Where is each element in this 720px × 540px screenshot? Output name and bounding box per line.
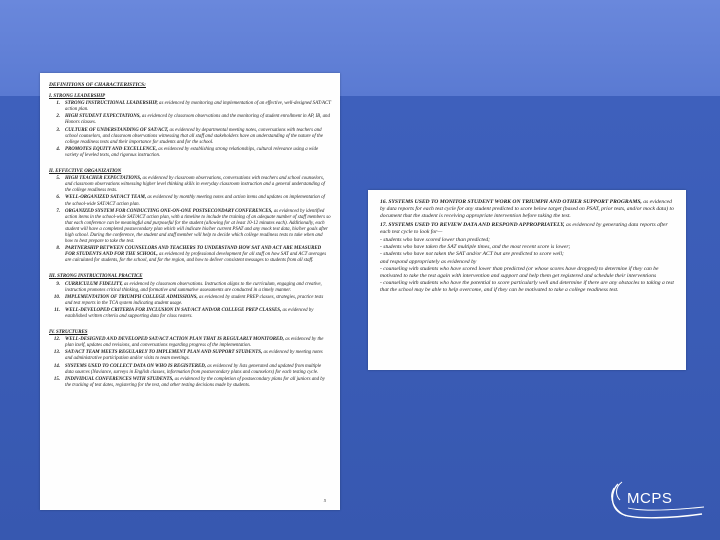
- section-gap: [49, 265, 331, 271]
- item-text: [65, 308, 331, 320]
- item-body: as evidenced by the completion of postsecondary plans for all juniors and by the tracking of test dates, registering for the test, and other testing decisions made by students.: [65, 376, 325, 388]
- section-title: IV. STRUCTURES: [49, 330, 88, 336]
- item-body: as evidenced by data reports for each test cycle for any student predicted to score below target (based on PSAT, prior tests, and/or mock data) to document that the student is receiving appropriate intervention before taking the test.: [380, 199, 674, 220]
- item-heading: PROMOTES EQUITY AND EXCELLENCE,: [65, 146, 158, 152]
- item-number: 9.: [56, 281, 60, 287]
- characteristic-item: [49, 246, 331, 264]
- item-number: 8.: [56, 246, 60, 252]
- response-line: and respond appropriately as evidenced by: [380, 258, 477, 265]
- item-number: 17.: [380, 221, 387, 228]
- item-number: 13.: [53, 350, 60, 356]
- item-body: as evidenced by lists generated and updated from multiple data sources (Naviance, surveys in English classes, information from postsecondary plans and counselors) for each testing cycle.: [65, 363, 322, 375]
- response-line: - counseling with students who have scored lower than predicted (or whose scores have dropped) to determine if they can be motivated to take the test again with intervention and support and help them get registered and schedule their interventions: [380, 265, 659, 280]
- item-number: 7.: [56, 208, 60, 214]
- section-title: III. STRONG INSTRUCTIONAL PRACTICE: [49, 274, 143, 280]
- item-body: as evidenced by student PREP classes, strategies, practice tests and test reports in the TCA system indicating student usage.: [65, 294, 324, 306]
- item-body: as evidenced by departmental meeting notes, conversations with teachers and school counselors, and classroom observations witnessing that all staff and stakeholders have an understanding of the nature of the college readiness tests and their importance for students and for the school.: [65, 127, 323, 145]
- item-heading: PARTNERSHIP BETWEEN COUNSELORS AND TEACHERS TO UNDERSTAND HOW SAT AND ACT ARE MEASURED FOR STUDENTS AND FOR THE SCHOOL,: [65, 246, 322, 258]
- item-body: as evidenced by monitoring and implementation of an effective, well-designed SAT/ACT action plan.: [65, 101, 331, 113]
- item-heading: WELL-DESIGNED AND DEVELOPED SAT/ACT ACTION PLAN THAT IS REGULARLY MONITORED,: [65, 337, 285, 343]
- item-number: 15.: [53, 376, 60, 382]
- characteristic-item: [49, 350, 331, 362]
- item-text: [65, 114, 331, 126]
- characteristic-item: [49, 282, 331, 294]
- item-heading: SYSTEMS USED TO REVIEW DATA AND RESPOND APPROPRIATELY,: [388, 221, 565, 228]
- characteristic-item: [49, 147, 331, 159]
- characteristic-item: [49, 128, 331, 146]
- item-text: [65, 364, 331, 376]
- item-body: as evidenced by classroom observations and the monitoring of student enrollment in AP, IB, and Honors classes.: [65, 114, 330, 126]
- item-text: [65, 147, 331, 159]
- characteristic-item: [49, 377, 331, 389]
- item-number: 2.: [56, 114, 60, 120]
- item-heading: STRONG INSTRUCTIONAL LEADERSHIP,: [65, 101, 158, 107]
- section-gap: [49, 160, 331, 166]
- characteristic-item: [49, 195, 331, 207]
- item-number: 1.: [56, 101, 60, 107]
- item-heading: HIGH STUDENT EXPECTATIONS,: [65, 114, 141, 120]
- section-title: I. STRONG LEADERSHIP: [49, 94, 106, 100]
- mcps-logo-text: MCPS: [627, 490, 673, 507]
- characteristic-item: [49, 308, 331, 320]
- item-heading: CURRICULUM FIDELITY,: [65, 281, 123, 287]
- characteristic-item: [49, 295, 331, 307]
- section-title: II. EFFECTIVE ORGANIZATION: [49, 169, 122, 175]
- item-body: as evidenced by monthly meeting notes and action items and updates on implementation of the school-wide SAT/ACT action plan.: [65, 195, 325, 207]
- response-line: - counseling with students who have the potential to score particularly well and determine if there are any obstacles to taking a test that the school may be able to help overcome, and if they can be motivated to take a college readiness test.: [380, 280, 674, 294]
- response-line: - students who have taken the SAT multiple times, and the most recent score is lower;: [380, 244, 571, 251]
- item-heading: SYSTEMS USED TO COLLECT DATA ON WHO IS REGISTERED,: [65, 363, 207, 369]
- item-body: as evidenced by classroom observations. Instruction aligns to the curriculum, engaging and creative, instruction promotes critical thinking, and formative and summative assessments are conducted in a timely manner.: [65, 281, 322, 293]
- item-text: [65, 295, 331, 307]
- item-text: [65, 209, 331, 246]
- item-body: as evidenced by meeting notes and administrative participation and/or visits to team meetings.: [65, 350, 323, 362]
- item-heading: WELL-DEVELOPED CRITERIA FOR INCLUSION IN SAT/ACT AND/OR COLLEGE PREP CLASSES,: [65, 307, 282, 313]
- item-heading: ORGANIZED SYSTEM FOR CONDUCTING ONE-ON-ONE POSTSECONDARY CONFERENCES,: [65, 208, 273, 214]
- item-heading: CULTURE OF UNDERSTANDING OF SAT/ACT,: [65, 127, 169, 133]
- right-lines-container: [380, 237, 674, 295]
- item-number: 16.: [380, 199, 387, 205]
- item-text: [65, 128, 331, 146]
- page-number: 5: [323, 497, 326, 503]
- item-number: 4.: [56, 146, 60, 152]
- item-text: [65, 282, 331, 294]
- characteristic-item: [380, 222, 674, 236]
- item-heading: SAT/ACT TEAM MEETS REGULARLY TO IMPLEMENT PLAN AND SUPPORT STUDENTS,: [65, 350, 263, 356]
- item-body: as evidenced by classroom observations, conversations with teachers and school counselors, and classroom observations witnessing higher level thinking skills in everyday classroom instruction and a general understanding of the college readiness tests.: [65, 176, 325, 194]
- sections-container: [49, 94, 331, 389]
- item-number: 14.: [53, 363, 60, 369]
- doc-title: DEFINITIONS OF CHARACTERISTICS:: [49, 82, 146, 88]
- right-document-page: [368, 190, 686, 370]
- item-number: 10.: [53, 294, 60, 300]
- characteristic-item: [49, 337, 331, 349]
- item-body: as evidenced by generating data reports after each test cycle to look for—: [380, 221, 668, 235]
- response-line: - students who have not taken the SAT and/or ACT but are predicted to score well;: [380, 251, 564, 258]
- item-number: 6.: [56, 195, 60, 201]
- item-body: as evidenced by identified action items in the school-wide SAT/ACT action plan, with a timeline to include the training of an adequate number of staff members so that each conference can be meaningful and purposeful for the student (allowing for at least 10-12 minutes each). Additionally, each student will have a completed postsecondary plan which will indicate his/her current PSAT and any mock test data, his/her goals after high school. During the conference, the student and staff member will help to decide which college readiness tests to take when and how to best prepare to take the test.: [65, 208, 331, 245]
- characteristic-item: [49, 209, 331, 246]
- item-number: 11.: [54, 307, 60, 313]
- item-number: 3.: [56, 127, 60, 133]
- item-text: [65, 195, 331, 207]
- item-heading: INDIVIDUAL CONFERENCES WITH STUDENTS,: [65, 376, 174, 382]
- right-items-container: [380, 199, 674, 236]
- characteristic-item: [49, 364, 331, 376]
- characteristic-item: [49, 101, 331, 113]
- left-document-page: [40, 73, 340, 510]
- item-number: 5.: [56, 176, 60, 182]
- characteristic-item: [380, 199, 674, 221]
- item-body: as evidenced by established written criteria and supporting data for class rosters.: [65, 307, 314, 319]
- section-gap: [49, 321, 331, 327]
- item-text: [65, 246, 331, 264]
- item-body: as evidenced by professional development for all staff on how SAT and ACT averages are calculated for students, for the school, and for the region, and how to deliver consistent messages to students from all staff.: [65, 252, 327, 264]
- item-text: [65, 350, 331, 362]
- item-text: [65, 176, 331, 194]
- characteristic-item: [49, 176, 331, 194]
- response-line: - students who have scored lower than predicted;: [380, 237, 491, 244]
- item-text: [65, 101, 331, 113]
- item-heading: HIGH TEACHER EXPECTATIONS,: [65, 176, 142, 182]
- item-text: [65, 337, 331, 349]
- characteristic-item: [49, 114, 331, 126]
- item-text: [65, 377, 331, 389]
- item-body: as evidenced by the plan itself, updates and revisions, and conversations regarding progress of the implementation.: [65, 337, 324, 349]
- item-heading: SYSTEMS USED TO MONITOR STUDENT WORK ON TRIUMPH AND OTHER SUPPORT PROGRAMS,: [388, 199, 642, 205]
- item-body: as evidenced by establishing strong relationships, cultural relevance using a wide variety of leveled texts, and rigorous instruction.: [65, 146, 319, 158]
- item-heading: WELL-ORGANIZED SAT/ACT TEAM,: [65, 195, 147, 201]
- item-heading: IMPLEMENTATION OF TRIUMPH COLLEGE ADMISSIONS,: [65, 294, 198, 300]
- item-number: 12.: [53, 337, 60, 343]
